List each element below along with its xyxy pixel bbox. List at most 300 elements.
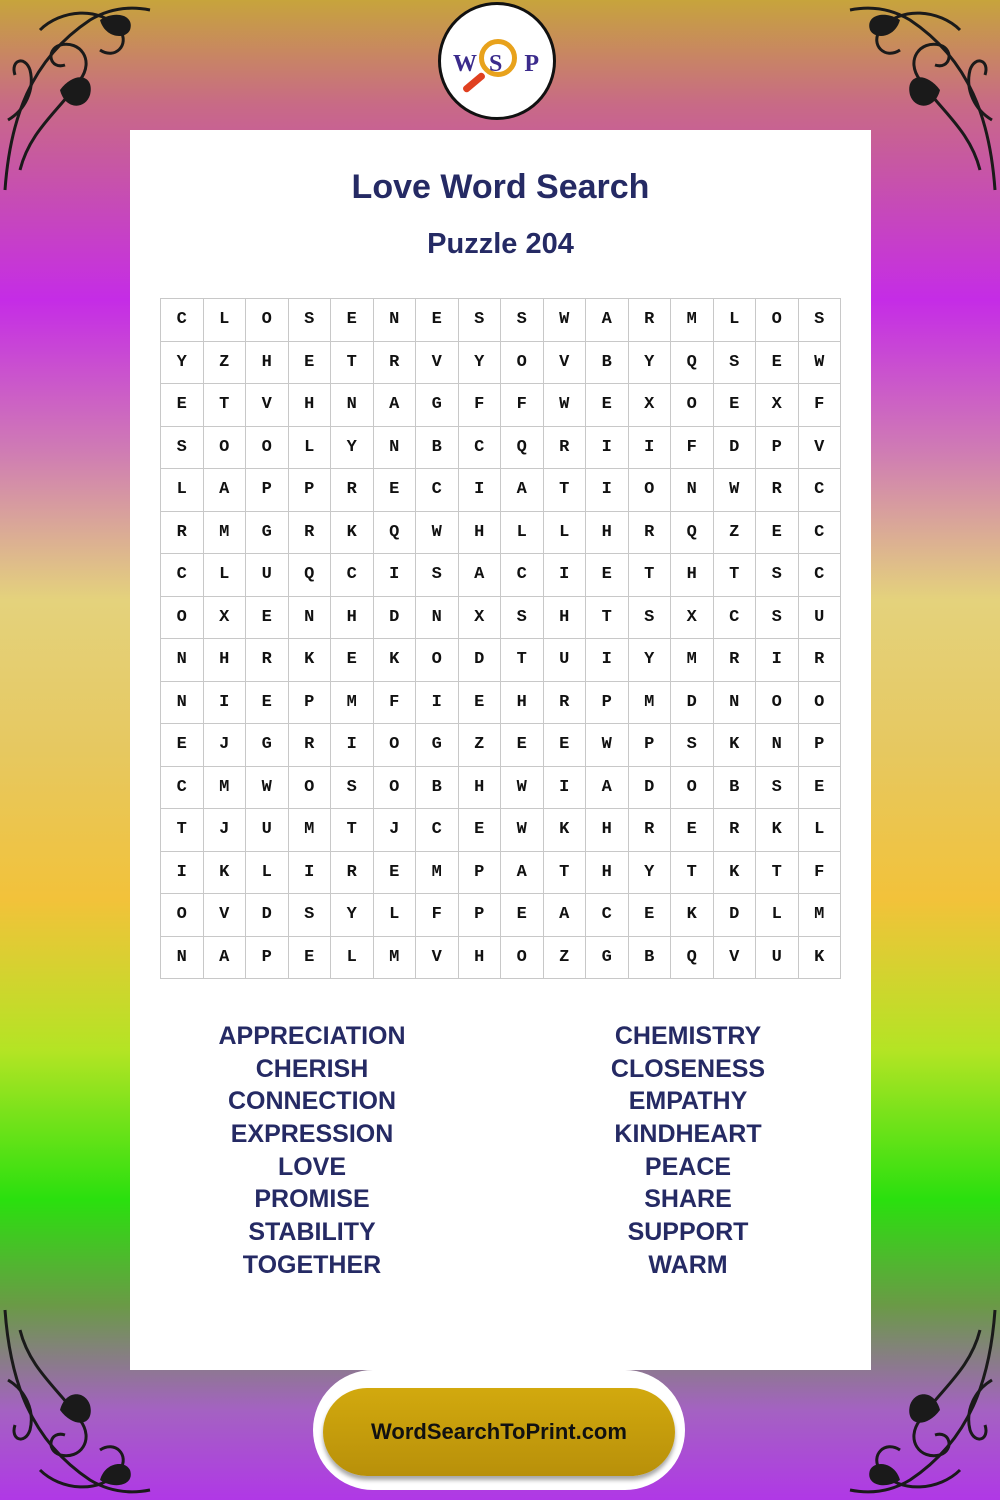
grid-cell[interactable]: E bbox=[756, 511, 799, 554]
grid-cell[interactable]: M bbox=[203, 766, 246, 809]
grid-cell[interactable]: H bbox=[288, 384, 331, 427]
grid-cell[interactable]: A bbox=[543, 894, 586, 937]
grid-cell[interactable]: E bbox=[501, 894, 544, 937]
grid-cell[interactable]: G bbox=[416, 724, 459, 767]
grid-cell[interactable]: E bbox=[458, 809, 501, 852]
grid-cell[interactable]: M bbox=[671, 299, 714, 342]
grid-cell[interactable]: M bbox=[288, 809, 331, 852]
grid-cell[interactable]: O bbox=[756, 681, 799, 724]
grid-cell[interactable]: O bbox=[628, 469, 671, 512]
grid-cell[interactable]: O bbox=[416, 639, 459, 682]
grid-cell[interactable]: F bbox=[671, 426, 714, 469]
grid-cell[interactable]: T bbox=[331, 341, 374, 384]
grid-cell[interactable]: I bbox=[586, 426, 629, 469]
word-item: PEACE bbox=[644, 1152, 732, 1181]
grid-cell[interactable]: N bbox=[331, 384, 374, 427]
grid-cell[interactable]: O bbox=[246, 299, 289, 342]
grid-cell[interactable]: L bbox=[288, 426, 331, 469]
grid-cell[interactable]: O bbox=[798, 681, 841, 724]
grid-cell[interactable]: B bbox=[713, 766, 756, 809]
word-item: STABILITY bbox=[248, 1218, 376, 1247]
grid-cell[interactable]: H bbox=[458, 766, 501, 809]
grid-cell[interactable]: K bbox=[288, 639, 331, 682]
grid-cell[interactable]: P bbox=[288, 681, 331, 724]
grid-row bbox=[161, 341, 841, 384]
grid-cell[interactable]: L bbox=[203, 554, 246, 597]
grid-row bbox=[161, 384, 841, 427]
word-list-right bbox=[538, 1020, 838, 1282]
word-item: APPRECIATION bbox=[218, 1022, 406, 1050]
grid-cell[interactable]: W bbox=[586, 724, 629, 767]
grid-cell[interactable]: L bbox=[798, 809, 841, 852]
grid-cell[interactable]: C bbox=[161, 299, 204, 342]
grid-cell[interactable]: N bbox=[161, 681, 204, 724]
grid-cell[interactable]: Y bbox=[331, 894, 374, 937]
grid-cell[interactable]: T bbox=[713, 554, 756, 597]
grid-cell[interactable]: L bbox=[756, 894, 799, 937]
grid-cell[interactable]: O bbox=[501, 341, 544, 384]
grid-cell[interactable]: Z bbox=[458, 724, 501, 767]
grid-cell[interactable]: I bbox=[373, 554, 416, 597]
grid-cell[interactable]: P bbox=[246, 936, 289, 979]
grid-cell[interactable]: G bbox=[246, 511, 289, 554]
grid-cell[interactable]: R bbox=[628, 809, 671, 852]
grid-cell[interactable]: O bbox=[246, 426, 289, 469]
word-item: EXPRESSION bbox=[230, 1120, 394, 1149]
grid-cell[interactable]: K bbox=[756, 809, 799, 852]
grid-cell[interactable]: R bbox=[331, 851, 374, 894]
grid-cell[interactable]: H bbox=[586, 851, 629, 894]
grid-cell[interactable]: Q bbox=[373, 511, 416, 554]
grid-row bbox=[161, 809, 841, 852]
grid-cell[interactable]: W bbox=[416, 511, 459, 554]
grid-cell[interactable]: R bbox=[628, 299, 671, 342]
grid-cell[interactable]: S bbox=[161, 426, 204, 469]
grid-cell[interactable]: T bbox=[543, 469, 586, 512]
grid-cell[interactable]: I bbox=[458, 469, 501, 512]
grid-cell[interactable]: A bbox=[501, 469, 544, 512]
grid-cell[interactable]: W bbox=[713, 469, 756, 512]
grid-row bbox=[161, 851, 841, 894]
grid-cell[interactable]: H bbox=[671, 554, 714, 597]
grid-cell[interactable]: I bbox=[586, 639, 629, 682]
grid-row bbox=[161, 894, 841, 937]
grid-cell[interactable]: F bbox=[458, 384, 501, 427]
grid-cell[interactable]: A bbox=[458, 554, 501, 597]
grid-cell[interactable]: P bbox=[586, 681, 629, 724]
grid-cell[interactable]: C bbox=[586, 894, 629, 937]
grid-cell[interactable]: L bbox=[373, 894, 416, 937]
grid-cell[interactable]: F bbox=[416, 894, 459, 937]
grid-cell[interactable]: W bbox=[246, 766, 289, 809]
grid-cell[interactable]: E bbox=[288, 341, 331, 384]
grid-cell[interactable]: C bbox=[161, 554, 204, 597]
grid-cell[interactable]: S bbox=[756, 766, 799, 809]
grid-cell[interactable]: V bbox=[543, 341, 586, 384]
grid-cell[interactable]: C bbox=[331, 554, 374, 597]
grid-cell[interactable]: F bbox=[798, 384, 841, 427]
grid-cell[interactable]: E bbox=[288, 936, 331, 979]
grid-cell[interactable]: M bbox=[331, 681, 374, 724]
grid-cell[interactable]: E bbox=[161, 384, 204, 427]
grid-cell[interactable]: O bbox=[203, 426, 246, 469]
grid-cell[interactable]: O bbox=[756, 299, 799, 342]
grid-cell[interactable]: L bbox=[331, 936, 374, 979]
grid-cell[interactable]: K bbox=[373, 639, 416, 682]
grid-cell[interactable]: V bbox=[798, 426, 841, 469]
grid-cell[interactable]: H bbox=[331, 596, 374, 639]
grid-cell[interactable]: H bbox=[246, 341, 289, 384]
grid-cell[interactable]: P bbox=[756, 426, 799, 469]
grid-cell[interactable]: A bbox=[586, 766, 629, 809]
grid-cell[interactable]: Q bbox=[671, 936, 714, 979]
footer-pill bbox=[313, 1370, 685, 1490]
grid-cell[interactable]: A bbox=[203, 936, 246, 979]
grid-cell[interactable]: D bbox=[671, 681, 714, 724]
grid-cell[interactable]: C bbox=[501, 554, 544, 597]
grid-cell[interactable]: S bbox=[501, 299, 544, 342]
grid-cell[interactable]: N bbox=[161, 639, 204, 682]
word-item: KINDHEART bbox=[614, 1120, 762, 1149]
grid-cell[interactable]: C bbox=[798, 469, 841, 512]
grid-cell[interactable]: A bbox=[373, 384, 416, 427]
grid-cell[interactable]: E bbox=[586, 384, 629, 427]
grid-cell[interactable]: L bbox=[501, 511, 544, 554]
grid-cell[interactable]: Y bbox=[161, 341, 204, 384]
site-logo[interactable] bbox=[438, 2, 556, 120]
grid-cell[interactable]: B bbox=[628, 936, 671, 979]
grid-cell[interactable]: T bbox=[628, 554, 671, 597]
grid-cell[interactable]: P bbox=[458, 894, 501, 937]
grid-cell[interactable]: K bbox=[203, 851, 246, 894]
grid-cell[interactable]: F bbox=[373, 681, 416, 724]
grid-cell[interactable]: L bbox=[161, 469, 204, 512]
grid-cell[interactable]: E bbox=[713, 384, 756, 427]
grid-cell[interactable]: M bbox=[671, 639, 714, 682]
grid-cell[interactable]: X bbox=[203, 596, 246, 639]
grid-cell[interactable]: Y bbox=[628, 851, 671, 894]
grid-cell[interactable]: E bbox=[671, 809, 714, 852]
word-item: LOVE bbox=[277, 1152, 347, 1181]
grid-cell[interactable]: K bbox=[713, 724, 756, 767]
grid-cell[interactable]: L bbox=[543, 511, 586, 554]
puzzle-number: Puzzle 204 bbox=[427, 228, 574, 260]
grid-cell[interactable]: B bbox=[416, 766, 459, 809]
grid-cell[interactable]: G bbox=[246, 724, 289, 767]
grid-cell[interactable]: C bbox=[458, 426, 501, 469]
grid-cell[interactable]: W bbox=[543, 384, 586, 427]
grid-cell[interactable]: N bbox=[161, 936, 204, 979]
grid-cell[interactable]: H bbox=[586, 809, 629, 852]
grid-cell[interactable]: E bbox=[373, 469, 416, 512]
grid-cell[interactable]: Y bbox=[331, 426, 374, 469]
grid-cell[interactable]: E bbox=[586, 554, 629, 597]
word-item: CLOSENESS bbox=[610, 1054, 766, 1083]
grid-cell[interactable]: T bbox=[586, 596, 629, 639]
grid-cell[interactable]: H bbox=[203, 639, 246, 682]
grid-cell[interactable]: W bbox=[798, 341, 841, 384]
grid-cell[interactable]: R bbox=[628, 511, 671, 554]
grid-cell[interactable]: I bbox=[331, 724, 374, 767]
grid-cell[interactable]: O bbox=[288, 766, 331, 809]
grid-cell[interactable]: C bbox=[798, 511, 841, 554]
grid-cell[interactable]: H bbox=[501, 681, 544, 724]
grid-cell[interactable]: G bbox=[586, 936, 629, 979]
letter-grid[interactable] bbox=[160, 298, 841, 979]
grid-cell[interactable]: I bbox=[586, 469, 629, 512]
grid-cell[interactable]: P bbox=[458, 851, 501, 894]
grid-cell[interactable]: U bbox=[543, 639, 586, 682]
logo-letter-p: P bbox=[524, 51, 539, 77]
grid-cell[interactable]: K bbox=[713, 851, 756, 894]
grid-cell[interactable]: I bbox=[628, 426, 671, 469]
grid-cell[interactable]: S bbox=[756, 596, 799, 639]
word-item: CHERISH bbox=[255, 1054, 369, 1083]
grid-cell[interactable]: O bbox=[501, 936, 544, 979]
grid-cell[interactable]: A bbox=[586, 299, 629, 342]
grid-cell[interactable]: D bbox=[713, 894, 756, 937]
grid-cell[interactable]: U bbox=[798, 596, 841, 639]
grid-cell[interactable]: S bbox=[628, 596, 671, 639]
grid-cell[interactable]: S bbox=[798, 299, 841, 342]
grid-cell[interactable]: N bbox=[756, 724, 799, 767]
grid-cell[interactable]: H bbox=[586, 511, 629, 554]
grid-cell[interactable]: G bbox=[416, 384, 459, 427]
grid-cell[interactable]: O bbox=[671, 766, 714, 809]
grid-cell[interactable]: I bbox=[543, 766, 586, 809]
grid-cell[interactable]: E bbox=[161, 724, 204, 767]
word-item: SHARE bbox=[644, 1185, 732, 1214]
website-link-button[interactable]: WordSearchToPrint.com bbox=[323, 1388, 675, 1476]
grid-cell[interactable]: P bbox=[246, 469, 289, 512]
grid-cell[interactable]: H bbox=[458, 936, 501, 979]
grid-cell[interactable]: N bbox=[416, 596, 459, 639]
grid-cell[interactable]: Q bbox=[501, 426, 544, 469]
word-item: WARM bbox=[648, 1250, 728, 1279]
grid-cell[interactable]: R bbox=[288, 511, 331, 554]
grid-cell[interactable]: L bbox=[713, 299, 756, 342]
grid-cell[interactable]: E bbox=[331, 639, 374, 682]
grid-cell[interactable]: R bbox=[373, 341, 416, 384]
puzzle-card bbox=[130, 130, 871, 1370]
word-item: CONNECTION bbox=[227, 1087, 397, 1116]
word-list-left bbox=[162, 1020, 462, 1282]
grid-cell[interactable]: T bbox=[543, 851, 586, 894]
grid-cell[interactable]: C bbox=[416, 469, 459, 512]
grid-cell[interactable]: X bbox=[458, 596, 501, 639]
grid-cell[interactable]: D bbox=[713, 426, 756, 469]
grid-cell[interactable]: Q bbox=[671, 511, 714, 554]
grid-cell[interactable]: E bbox=[246, 596, 289, 639]
grid-cell[interactable]: Y bbox=[458, 341, 501, 384]
grid-cell[interactable]: A bbox=[501, 851, 544, 894]
grid-cell[interactable]: T bbox=[331, 809, 374, 852]
grid-row bbox=[161, 639, 841, 682]
grid-cell[interactable]: P bbox=[288, 469, 331, 512]
grid-cell[interactable]: I bbox=[288, 851, 331, 894]
grid-cell[interactable]: D bbox=[246, 894, 289, 937]
grid-cell[interactable]: U bbox=[246, 554, 289, 597]
grid-cell[interactable]: T bbox=[501, 639, 544, 682]
grid-cell[interactable]: U bbox=[246, 809, 289, 852]
grid-cell[interactable]: O bbox=[373, 766, 416, 809]
grid-cell[interactable]: X bbox=[671, 596, 714, 639]
grid-cell[interactable]: S bbox=[331, 766, 374, 809]
grid-cell[interactable]: C bbox=[798, 554, 841, 597]
grid-cell[interactable]: C bbox=[416, 809, 459, 852]
grid-cell[interactable]: R bbox=[543, 681, 586, 724]
grid-cell[interactable]: M bbox=[203, 511, 246, 554]
grid-cell[interactable]: E bbox=[543, 724, 586, 767]
word-item: SUPPORT bbox=[627, 1218, 749, 1247]
grid-cell[interactable]: E bbox=[756, 341, 799, 384]
grid-cell[interactable]: V bbox=[203, 894, 246, 937]
grid-cell[interactable]: W bbox=[501, 809, 544, 852]
grid-cell[interactable]: Q bbox=[671, 341, 714, 384]
grid-cell[interactable]: S bbox=[756, 554, 799, 597]
grid-cell[interactable]: W bbox=[501, 766, 544, 809]
grid-cell[interactable]: W bbox=[543, 299, 586, 342]
grid-cell[interactable]: E bbox=[501, 724, 544, 767]
grid-cell[interactable]: O bbox=[161, 596, 204, 639]
grid-cell[interactable]: V bbox=[713, 936, 756, 979]
grid-cell[interactable]: R bbox=[798, 639, 841, 682]
grid-cell[interactable]: K bbox=[331, 511, 374, 554]
grid-row bbox=[161, 511, 841, 554]
grid-cell[interactable]: Z bbox=[543, 936, 586, 979]
grid-cell[interactable]: S bbox=[416, 554, 459, 597]
grid-cell[interactable]: N bbox=[713, 681, 756, 724]
grid-cell[interactable]: R bbox=[246, 639, 289, 682]
logo-letter-s: S bbox=[489, 51, 503, 77]
grid-cell[interactable]: U bbox=[756, 936, 799, 979]
grid-cell[interactable]: Y bbox=[628, 639, 671, 682]
grid-cell[interactable]: E bbox=[798, 766, 841, 809]
word-item: EMPATHY bbox=[628, 1087, 748, 1116]
grid-cell[interactable]: S bbox=[501, 596, 544, 639]
grid-cell[interactable]: Z bbox=[713, 511, 756, 554]
grid-cell[interactable]: A bbox=[203, 469, 246, 512]
grid-cell[interactable]: N bbox=[373, 426, 416, 469]
grid-cell[interactable]: C bbox=[713, 596, 756, 639]
grid-cell[interactable]: D bbox=[628, 766, 671, 809]
grid-cell[interactable]: I bbox=[161, 851, 204, 894]
grid-cell[interactable]: S bbox=[671, 724, 714, 767]
grid-cell[interactable]: F bbox=[798, 851, 841, 894]
grid-cell[interactable]: T bbox=[203, 384, 246, 427]
grid-cell[interactable]: R bbox=[161, 511, 204, 554]
grid-cell[interactable]: R bbox=[713, 809, 756, 852]
grid-cell[interactable]: R bbox=[713, 639, 756, 682]
grid-cell[interactable]: S bbox=[713, 341, 756, 384]
grid-cell[interactable]: E bbox=[628, 894, 671, 937]
grid-cell[interactable]: D bbox=[458, 639, 501, 682]
grid-cell[interactable]: K bbox=[671, 894, 714, 937]
grid-cell[interactable]: R bbox=[543, 426, 586, 469]
grid-row bbox=[161, 681, 841, 724]
grid-row bbox=[161, 469, 841, 512]
grid-cell[interactable]: P bbox=[798, 724, 841, 767]
grid-cell[interactable]: R bbox=[331, 469, 374, 512]
grid-cell[interactable]: N bbox=[288, 596, 331, 639]
grid-cell[interactable]: B bbox=[416, 426, 459, 469]
grid-cell[interactable]: O bbox=[161, 894, 204, 937]
grid-row bbox=[161, 766, 841, 809]
grid-cell[interactable]: F bbox=[501, 384, 544, 427]
grid-cell[interactable]: I bbox=[416, 681, 459, 724]
grid-cell[interactable]: T bbox=[671, 851, 714, 894]
grid-cell[interactable]: Y bbox=[628, 341, 671, 384]
grid-row bbox=[161, 596, 841, 639]
grid-cell[interactable]: Z bbox=[203, 341, 246, 384]
grid-cell[interactable]: J bbox=[203, 724, 246, 767]
grid-row bbox=[161, 554, 841, 597]
grid-cell[interactable]: E bbox=[458, 681, 501, 724]
page-title: Love Word Search bbox=[351, 168, 650, 206]
grid-row bbox=[161, 426, 841, 469]
grid-cell[interactable]: E bbox=[373, 851, 416, 894]
grid-cell[interactable]: M bbox=[628, 681, 671, 724]
grid-cell[interactable]: V bbox=[416, 341, 459, 384]
grid-cell[interactable]: M bbox=[798, 894, 841, 937]
grid-row bbox=[161, 724, 841, 767]
grid-cell[interactable]: E bbox=[246, 681, 289, 724]
grid-cell[interactable]: D bbox=[373, 596, 416, 639]
grid-cell[interactable]: S bbox=[458, 299, 501, 342]
grid-cell[interactable]: V bbox=[246, 384, 289, 427]
grid-cell[interactable]: J bbox=[373, 809, 416, 852]
grid-cell[interactable]: I bbox=[756, 639, 799, 682]
grid-cell[interactable]: Q bbox=[288, 554, 331, 597]
grid-cell[interactable]: K bbox=[543, 809, 586, 852]
grid-cell[interactable]: B bbox=[586, 341, 629, 384]
grid-cell[interactable]: P bbox=[628, 724, 671, 767]
grid-cell[interactable]: M bbox=[373, 936, 416, 979]
grid-cell[interactable]: O bbox=[373, 724, 416, 767]
grid-cell[interactable]: E bbox=[416, 299, 459, 342]
grid-cell[interactable]: T bbox=[161, 809, 204, 852]
grid-cell[interactable]: K bbox=[798, 936, 841, 979]
grid-cell[interactable]: I bbox=[543, 554, 586, 597]
grid-row bbox=[161, 936, 841, 979]
grid-cell[interactable]: L bbox=[203, 299, 246, 342]
grid-cell[interactable]: C bbox=[161, 766, 204, 809]
word-item: TOGETHER bbox=[242, 1250, 382, 1279]
grid-cell[interactable]: H bbox=[543, 596, 586, 639]
grid-cell[interactable]: M bbox=[416, 851, 459, 894]
grid-cell[interactable]: N bbox=[671, 469, 714, 512]
grid-cell[interactable]: V bbox=[416, 936, 459, 979]
grid-cell[interactable]: N bbox=[373, 299, 416, 342]
grid-cell[interactable]: H bbox=[458, 511, 501, 554]
grid-cell[interactable]: S bbox=[288, 299, 331, 342]
grid-cell[interactable]: O bbox=[671, 384, 714, 427]
logo-letter-w: W bbox=[453, 51, 477, 77]
grid-cell[interactable]: T bbox=[756, 851, 799, 894]
word-item: PROMISE bbox=[254, 1185, 370, 1214]
grid-cell[interactable]: E bbox=[331, 299, 374, 342]
grid-cell[interactable]: R bbox=[288, 724, 331, 767]
grid-row bbox=[161, 299, 841, 342]
word-item: CHEMISTRY bbox=[614, 1022, 762, 1050]
grid-cell[interactable]: L bbox=[246, 851, 289, 894]
grid-cell[interactable]: X bbox=[628, 384, 671, 427]
grid-cell[interactable]: R bbox=[756, 469, 799, 512]
grid-cell[interactable]: J bbox=[203, 809, 246, 852]
grid-cell[interactable]: S bbox=[288, 894, 331, 937]
grid-cell[interactable]: I bbox=[203, 681, 246, 724]
grid-cell[interactable]: X bbox=[756, 384, 799, 427]
